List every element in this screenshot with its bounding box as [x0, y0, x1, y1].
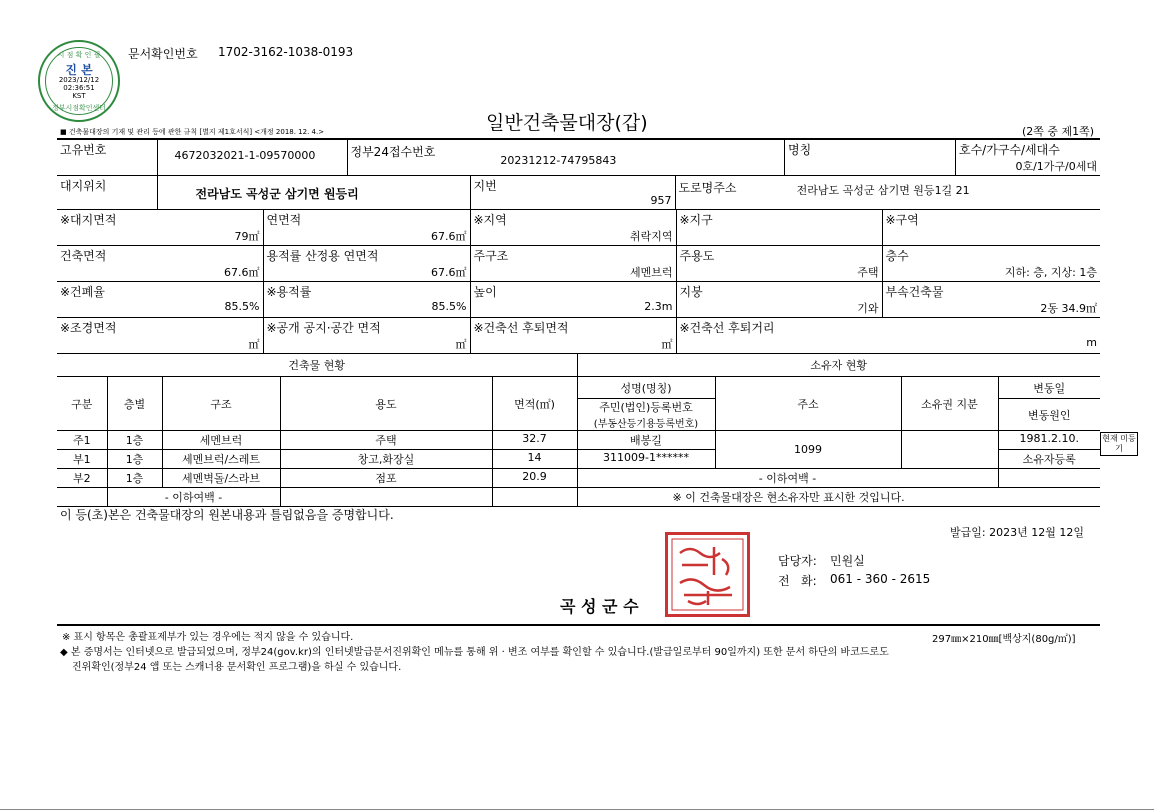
doc-confirm-number: 1702-3162-1038-0193 — [218, 45, 354, 59]
seal-time: 02:36:51 — [63, 84, 95, 92]
setback-distance-value: m — [1086, 336, 1097, 349]
paper-size: 297㎜×210㎜[백상지(80g/㎡)] — [932, 634, 1076, 645]
owner-name: 배봉길 — [577, 431, 715, 450]
landscape-area-value: ㎡ — [248, 338, 260, 351]
setback-area-label: ※건축선 후퇴면적 — [473, 321, 569, 335]
unregistered-tag: 현재 미등기 — [1100, 432, 1138, 456]
name-cell — [785, 140, 956, 176]
district-label: ※지구 — [679, 213, 713, 227]
main-use-label: 주용도 — [679, 249, 715, 263]
stamp-pattern — [668, 535, 747, 614]
col-kind: 구분 — [57, 377, 107, 431]
floors-label: 층수 — [885, 249, 909, 263]
row2-use: 창고,화장실 — [280, 450, 492, 469]
issue-date: 발급일: 2023년 12월 12일 — [950, 526, 1084, 539]
main-structure-label: 주구조 — [473, 249, 509, 263]
gov24-value: 20231212-74795843 — [500, 154, 617, 167]
lot-cell — [470, 176, 675, 210]
road-label: 도로명주소 — [678, 181, 737, 195]
height-label: 높이 — [473, 285, 497, 299]
footnote-3: 진위확인(정부24 앱 또는 스캐너용 문서확인 프로그램)을 하실 수 있습니다. — [72, 662, 402, 673]
setback-distance-label: ※건축선 후퇴거리 — [679, 321, 775, 335]
row2-area: 14 — [492, 450, 577, 469]
row3-area: 20.9 — [492, 469, 577, 488]
roof-value: 기와 — [857, 302, 879, 315]
current-owner-note: ※ 이 건축물대장은 현소유자만 표시한 것입니다. — [577, 488, 1100, 507]
seal-bottom-text: 정부시점확인센터 — [51, 104, 107, 112]
owner-id: 311009-1****** — [577, 450, 715, 469]
unique-number-label-cell — [57, 140, 157, 176]
site-value: 전라남도 곡성군 삼기면 원등리 — [195, 187, 359, 201]
r3c1 — [57, 210, 263, 246]
building-area-value: 67.6㎡ — [224, 266, 260, 279]
lot-value: 957 — [650, 194, 672, 207]
owner-empty-cell — [998, 469, 1100, 488]
site-label: 대지위치 — [60, 179, 107, 193]
public-space-label: ※공개 공지·공간 면적 — [266, 321, 381, 335]
row2-kind: 부1 — [57, 450, 107, 469]
far-floor-area-label: 용적률 산정용 연면적 — [266, 249, 379, 263]
site-area-value: 79㎡ — [234, 230, 260, 243]
row4-area — [492, 488, 577, 507]
annex-label: 부속건축물 — [885, 285, 944, 299]
zone-value: 취락지역 — [629, 230, 673, 243]
footer-divider — [57, 624, 1100, 626]
certify-text: 이 등(초)본은 건축물대장의 원본내용과 틀림없음을 증명합니다. — [60, 508, 394, 522]
units-label: 호수/가구수/세대수 — [959, 143, 1060, 157]
row3-kind: 부2 — [57, 469, 107, 488]
col-owner-id-sub: (부동산등기용등록번호) — [593, 419, 699, 430]
verification-seal — [38, 40, 120, 122]
seal-top-text: 시 점 확 인 필 — [57, 51, 101, 59]
far-label: ※용적률 — [266, 285, 312, 299]
form-note: ■ 건축물대장의 기재 및 관리 등에 관한 규칙 [별지 제1호서식] <개정 2018. 12. 4.> — [60, 128, 325, 136]
gov24-label: 정부24접수번호 — [350, 145, 436, 159]
page-bottom-line — [0, 809, 1154, 810]
r6c1 — [57, 318, 263, 354]
unique-number-cell — [157, 140, 347, 176]
row1-kind: 주1 — [57, 431, 107, 450]
r4c5 — [882, 246, 1100, 282]
owner-address: 1099 — [715, 431, 901, 469]
owner-blank-note: - 이하여백 - — [577, 469, 998, 488]
seal-date: 2023/12/12 — [58, 76, 100, 84]
row1-structure: 세멘브럭 — [162, 431, 280, 450]
annex-value: 2동 34.9㎡ — [1040, 302, 1097, 315]
building-info-table — [57, 139, 1100, 176]
public-space-value: ㎡ — [455, 338, 467, 351]
row3-floor: 1층 — [107, 469, 162, 488]
row1-use: 주택 — [280, 431, 492, 450]
manager-value: 민원실 — [830, 554, 865, 568]
manager-label: 담당자: — [778, 554, 817, 568]
official-stamp — [665, 532, 750, 617]
header-rule — [57, 138, 1100, 140]
site-value-cell — [157, 176, 470, 210]
row2-floor: 1층 — [107, 450, 162, 469]
r3c2 — [263, 210, 470, 246]
row3-structure: 세멘벽돌/스라브 — [162, 469, 280, 488]
site-label-cell — [57, 176, 157, 210]
landscape-area-label: ※조경면적 — [60, 321, 117, 335]
units-value: 0호/1가구/0세대 — [1015, 160, 1097, 173]
unique-number-label: 고유번호 — [60, 143, 107, 157]
col-floor: 층별 — [107, 377, 162, 431]
units-cell — [956, 140, 1101, 176]
gov24-cell — [347, 140, 785, 176]
col-structure: 구조 — [162, 377, 280, 431]
road-cell — [675, 176, 1100, 210]
zone-label: ※지역 — [473, 213, 507, 227]
height-value: 2.3m — [644, 300, 673, 313]
far-floor-area-value: 67.6㎡ — [431, 266, 467, 279]
col-change-reason: 변동원인 — [998, 399, 1100, 431]
coverage-ratio-label: ※건폐율 — [60, 285, 105, 299]
col-owner-address: 주소 — [715, 377, 901, 431]
road-value: 전라남도 곡성군 삼기면 원등1길 21 — [796, 184, 970, 197]
total-floor-area-label: 연면적 — [266, 213, 302, 227]
r5c5 — [882, 282, 1100, 318]
lot-label: 지번 — [473, 179, 497, 193]
col-owner-id: 주민(법인)등록번호 — [599, 401, 693, 414]
setback-area-value: ㎡ — [661, 338, 673, 351]
building-status-header: 건축물 현황 — [57, 354, 577, 377]
r5c4 — [676, 282, 882, 318]
floors-value: 지하: 층, 지상: 1층 — [1004, 266, 1097, 279]
r3c5 — [882, 210, 1100, 246]
row1-floor: 1층 — [107, 431, 162, 450]
col-owner-name: 성명(명칭) — [577, 377, 715, 399]
change-date: 1981.2.10. — [998, 431, 1100, 450]
r3c3 — [470, 210, 676, 246]
status-table — [57, 353, 1100, 507]
r4c3 — [470, 246, 676, 282]
building-blank-note: - 이하여백 - — [107, 488, 280, 507]
roof-label: 지붕 — [679, 285, 703, 299]
row1-area: 32.7 — [492, 431, 577, 450]
r6c3 — [470, 318, 676, 354]
page-title: 일반건축물대장(갑) — [486, 112, 648, 134]
change-reason: 소유자등록 — [998, 450, 1100, 469]
phone-value: 061 - 360 - 2615 — [830, 572, 931, 586]
phone-label: 전 화: — [778, 574, 817, 588]
name-label: 명칭 — [788, 143, 812, 157]
col-area: 면적(㎡) — [492, 377, 577, 431]
main-structure-value: 세멘브럭 — [629, 266, 673, 279]
site-area-label: ※대지면적 — [60, 213, 117, 227]
col-owner-id-cell — [577, 399, 715, 431]
unique-number-value: 4672032021-1-09570000 — [174, 149, 316, 162]
area-label: ※구역 — [885, 213, 919, 227]
coverage-ratio-value: 85.5% — [224, 300, 260, 313]
issuer-name: 곡 성 군 수 — [560, 597, 639, 616]
r6c2 — [263, 318, 470, 354]
r5c2 — [263, 282, 470, 318]
seal-tz: KST — [72, 92, 86, 100]
site-table — [57, 175, 1100, 210]
r6c4 — [676, 318, 1100, 354]
r5c3 — [470, 282, 676, 318]
main-use-value: 주택 — [857, 266, 879, 279]
col-use: 용도 — [280, 377, 492, 431]
row4-kind — [57, 488, 107, 507]
area-table — [57, 209, 1100, 354]
footnote-2: ◆ 본 증명서는 인터넷으로 발급되었으며, 정부24(gov.kr)의 인터넷발급문서진위확인 메뉴를 통해 위 · 변조 여부를 확인할 수 있습니다.(발급일로부터 90일까지) 또한 문서 하단의 바코드로도 — [60, 647, 889, 658]
r4c4 — [676, 246, 882, 282]
r4c1 — [57, 246, 263, 282]
r4c2 — [263, 246, 470, 282]
far-value: 85.5% — [431, 300, 467, 313]
r3c4 — [676, 210, 882, 246]
col-owner-share: 소유권 지분 — [901, 377, 998, 431]
total-floor-area-value: 67.6㎡ — [431, 230, 467, 243]
footnote-1: ※ 표시 항목은 총괄표제부가 있는 경우에는 적지 않을 수 있습니다. — [62, 632, 354, 643]
building-area-label: 건축면적 — [60, 249, 107, 263]
r5c1 — [57, 282, 263, 318]
page-info: (2쪽 중 제1쪽) — [1022, 125, 1095, 138]
row3-use: 점포 — [280, 469, 492, 488]
row4-use — [280, 488, 492, 507]
doc-confirm-label: 문서확인번호 — [128, 47, 198, 61]
owner-status-header: 소유자 현황 — [577, 354, 1100, 377]
seal-main-text: 진 본 — [65, 63, 93, 77]
row2-structure: 세멘브럭/스레트 — [162, 450, 280, 469]
owner-share — [901, 431, 998, 469]
col-change-date: 변동일 — [998, 377, 1100, 399]
